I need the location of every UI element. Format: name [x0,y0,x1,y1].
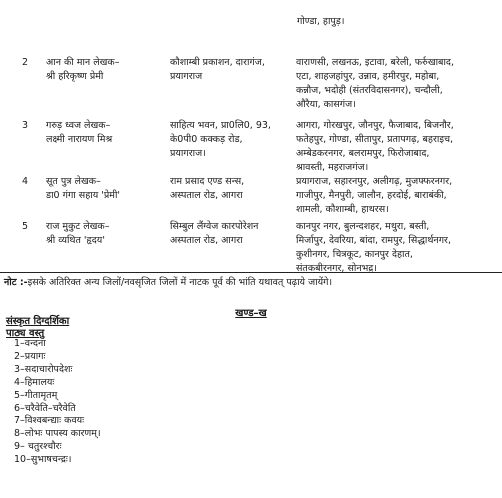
lesson-list [14,338,101,467]
list-item: 3–सदाचारोपदेशः [14,363,73,375]
publisher: कौशाम्बी प्रकाशन, दारागंज, प्रयागराज [170,57,265,82]
row-number: 4 [22,176,29,187]
publisher: साहित्य भवन, प्रा0लि0, 93, के0पी0 कक्कड़ रोड, प्रयागराज। [170,120,271,159]
district-list-continuation: गोण्डा, हापुड़। [297,16,345,27]
districts: वाराणसी, लखनऊ, इटावा, बरेली, फर्रुखाबाद, एटा, शाहजहांपुर, उन्नाव, हमीरपुर, महोबा, कन्नौज, भदोही (संतरविदासनगर), चन्दौली, औरैया, कासगंज। [296,57,454,110]
subject-subtitle: पाठ्य वस्तु [6,328,45,339]
section-heading: खण्ड–ख [235,308,267,319]
list-item: 9– चतुरश्चौरः [14,441,62,453]
districts: आगरा, गोरखपुर, जौनपुर, फैजाबाद, बिजनौर, फतेहपुर, गोण्डा, सीतापुर, प्रतापगढ़, बहराइच, अम्बेडकरनगर, बलरामपुर, फिरोजाबाद, श्रावस्ती, महराजगंज। [296,120,454,173]
list-item: 1–वन्दना [14,338,46,349]
publisher: राम प्रसाद एण्ड सन्स, अस्पताल रोड, आगरा [170,176,245,201]
list-item: 5–गीतामृतम् [14,389,58,401]
subject-heading [6,316,69,340]
list-item: 4–हिमालयः [14,376,55,388]
row-number: 5 [22,221,29,232]
list-item: 6–चरैवेति–चरैवेति [14,402,76,414]
districts: प्रयागराज, सहारनपुर, अलीगढ़, मुजफ्फरनगर, गाजीपुर, मैनपुरी, जालौन, हरदोई, बाराबंकी, शामली, कौशाम्बी, हाथरस। [296,176,453,215]
list-item: 2–प्रयागः [14,350,46,362]
list-item: 8–लोभः पापस्य कारणम्। [14,428,101,440]
divider [0,272,502,273]
row-number: 2 [22,57,29,68]
list-item: 10–सुभाषचन्द्रः। [14,454,72,466]
list-item: 7–विश्वबन्द्याः कवयः [14,415,85,427]
note-label: नोट :- [4,277,28,288]
publisher: सिम्बुल लैंग्वेज कारपोरेशन अस्पताल रोड, आगरा [170,221,259,246]
play-title-author: गरुड़ ध्वज लेखक– लक्ष्मी नारायण मिश्र [46,120,113,145]
play-title-author: आन की मान लेखक– श्री हरिकृष्ण प्रेमी [46,57,120,82]
play-title-author: सूत पुत्र लेखक– डा0 गंगा सहाय 'प्रेमी' [46,176,121,201]
note-text: इसके अतिरिक्त अन्य जिलों/नवसृजित जिलों में नाटक पूर्व की भांति यथावत् पढ़ाये जायेंगे। [27,277,333,288]
subject-title: संस्कृत दिग्दर्शिका [6,316,70,327]
play-title-author: राज मुकुट लेखक– श्री व्यथित 'हृदय' [46,221,110,246]
row-number: 3 [22,120,29,131]
note [4,275,498,288]
districts: कानपुर नगर, बुलन्दशहर, मथुरा, बस्ती, मिर्जापुर, देवरिया, बांदा, रामपुर, सिद्धार्थनगर, कुशीनगर, चित्रकूट, कानपुर देहात, संतकबीरनगर, सोनभद्र। [296,221,451,274]
